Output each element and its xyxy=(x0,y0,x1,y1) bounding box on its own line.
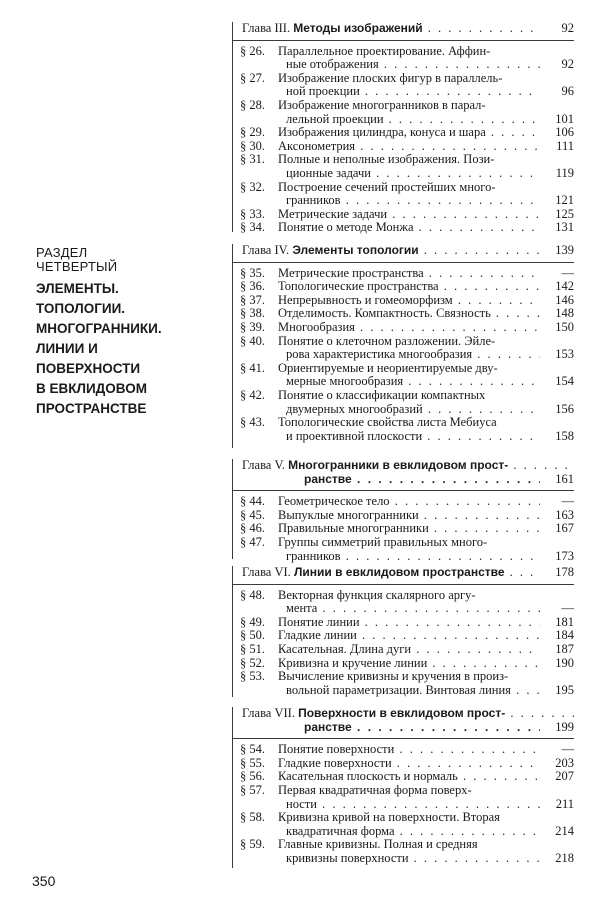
chapter-title: Линии в евклидовом пространстве xyxy=(293,566,505,579)
entry-number: § 42. xyxy=(240,387,265,402)
entry-title: вольной параметризации. Винтовая линия . . . xyxy=(286,684,540,698)
toc-entry-line xyxy=(240,522,574,536)
entry-title: ционные задачи . . . xyxy=(286,167,540,181)
entry-number: § 53. xyxy=(240,669,265,684)
toc-entry xyxy=(232,335,574,362)
toc-entry-line xyxy=(240,536,574,550)
entry-number: § 46. xyxy=(240,521,265,536)
toc-entry-line xyxy=(240,375,574,389)
entry-number: § 56. xyxy=(240,769,265,784)
toc-entry-line xyxy=(240,589,574,603)
entry-number: § 41. xyxy=(240,360,265,375)
entry-title: Изображение плоских фигур в параллель- xyxy=(278,70,503,85)
entry-title: мента . . . xyxy=(286,602,540,616)
entry-page: 101 xyxy=(540,113,574,127)
toc-entry xyxy=(232,72,574,99)
toc-entry-line xyxy=(240,550,574,564)
toc-entry-line xyxy=(240,280,574,294)
toc-entry-line xyxy=(240,113,574,127)
entry-page: 111 xyxy=(540,140,574,154)
chapter-heading xyxy=(232,566,574,580)
toc-entry-line xyxy=(240,208,574,222)
entry-number: § 27. xyxy=(240,70,265,85)
entry-page: 184 xyxy=(540,629,574,643)
entry-number: § 39. xyxy=(240,319,265,334)
chapter-title-cont: ранстве . . . xyxy=(304,721,540,735)
toc-entry-line xyxy=(240,684,574,698)
toc-entry-line xyxy=(240,403,574,417)
entry-page: 148 xyxy=(540,307,574,321)
entry-title: Понятие поверхности . . . xyxy=(278,743,540,757)
entry-title: Гладкие поверхности . . . xyxy=(278,757,540,771)
toc-entry-line xyxy=(240,509,574,523)
entry-title: Касательная. Длина дуги . . . xyxy=(278,643,540,657)
toc-entry xyxy=(232,629,574,643)
entry-page: 207 xyxy=(540,770,574,784)
toc-entry xyxy=(232,616,574,630)
entry-number: § 45. xyxy=(240,507,265,522)
chapter-page: 199 xyxy=(540,721,574,735)
entry-page: — xyxy=(540,495,574,509)
entry-title: Метрические задачи . . . xyxy=(278,208,540,222)
entry-page: 195 xyxy=(540,684,574,698)
entry-number: § 51. xyxy=(240,641,265,656)
entry-page: 218 xyxy=(540,852,574,866)
chapter-heading-line xyxy=(242,707,574,721)
toc-entry xyxy=(232,536,574,563)
toc-entry-line xyxy=(240,321,574,335)
entry-title: Кривизна кривой на поверхности. Вторая xyxy=(278,810,500,825)
chapter-heading-line xyxy=(242,566,574,580)
chapter-title: Многогранники в евклидовом прост- xyxy=(288,459,509,472)
entry-title: ной проекции . . . xyxy=(286,85,540,99)
entry-page: 153 xyxy=(540,348,574,362)
entry-number: § 38. xyxy=(240,306,265,321)
entry-title: Непрерывность и гомеоморфизм . . . xyxy=(278,294,540,308)
entry-page: 125 xyxy=(540,208,574,222)
toc-entry-line xyxy=(240,643,574,657)
entry-page: 131 xyxy=(540,221,574,235)
entry-title: рова характеристика многообразия . . . xyxy=(286,348,540,362)
chapter-prefix: Глава VII. xyxy=(242,707,295,720)
column-rule xyxy=(232,244,233,448)
toc-entry xyxy=(232,657,574,671)
toc-entry xyxy=(232,307,574,321)
toc-entry xyxy=(232,509,574,523)
entry-number: § 48. xyxy=(240,587,265,602)
entry-title: кривизны поверхности . . . xyxy=(286,852,540,866)
toc-entry-line xyxy=(240,85,574,99)
entry-title: Отделимость. Компактность. Связность . . . xyxy=(278,307,540,321)
chapter-title-wrap xyxy=(242,22,540,36)
chapter-heading xyxy=(232,459,574,486)
entry-title: квадратичная форма . . . xyxy=(286,825,540,839)
toc-entry-line xyxy=(240,852,574,866)
chapter-title: Элементы топологии xyxy=(292,244,419,257)
entry-title: Гладкие линии . . . xyxy=(278,629,540,643)
entry-page: 173 xyxy=(540,550,574,564)
column-rule xyxy=(232,22,233,232)
chapter-prefix: Глава IV. xyxy=(242,244,290,257)
toc-entry-line xyxy=(240,267,574,281)
chapter-heading xyxy=(232,707,574,734)
section-title-line: ПРОСТРАНСТВЕ xyxy=(36,401,147,416)
entry-number: § 30. xyxy=(240,138,265,153)
section-title-line: ЭЛЕМЕНТЫ. xyxy=(36,281,119,296)
entry-number: § 26. xyxy=(240,43,265,58)
entry-page: 190 xyxy=(540,657,574,671)
toc-entry-line xyxy=(240,495,574,509)
toc-entry xyxy=(232,362,574,389)
chapter-heading-line xyxy=(242,721,574,735)
toc-chapter xyxy=(232,707,574,866)
entry-number: § 43. xyxy=(240,415,265,430)
section-title-line: ЛИНИИ И xyxy=(36,341,98,356)
section-kicker-line: РАЗДЕЛ xyxy=(36,245,88,260)
entry-page: 158 xyxy=(540,430,574,444)
toc-entry-line xyxy=(240,825,574,839)
section-title xyxy=(36,279,226,419)
toc-entry xyxy=(232,321,574,335)
section-kicker xyxy=(36,246,226,274)
toc-entry xyxy=(232,389,574,416)
entry-number: § 40. xyxy=(240,333,265,348)
toc-entry xyxy=(232,267,574,281)
toc-entry xyxy=(232,294,574,308)
entry-number: § 31. xyxy=(240,152,265,167)
chapter-divider xyxy=(232,490,574,491)
entry-page: 154 xyxy=(540,375,574,389)
toc-entry-line xyxy=(240,221,574,235)
chapter-title-wrap xyxy=(242,707,574,721)
toc-entry xyxy=(232,221,574,235)
entry-title: двумерных многообразий . . . xyxy=(286,403,540,417)
chapter-divider xyxy=(232,738,574,739)
entry-title: лельной проекции . . . xyxy=(286,113,540,127)
toc-entry-line xyxy=(240,430,574,444)
section-title-line: В ЕВКЛИДОВОМ xyxy=(36,381,147,396)
toc-chapter xyxy=(232,459,574,563)
entry-title: Изображения цилиндра, конуса и шара . . . xyxy=(278,126,540,140)
toc-entry xyxy=(232,670,574,697)
entry-title: гранников . . . xyxy=(286,550,540,564)
entry-page: 146 xyxy=(540,294,574,308)
toc-entry xyxy=(232,757,574,771)
section-title-line: ТОПОЛОГИИ. xyxy=(36,301,126,316)
entry-number: § 44. xyxy=(240,494,265,509)
entry-page: 119 xyxy=(540,167,574,181)
entry-number: § 28. xyxy=(240,97,265,112)
entry-title: Группы симметрий правильных много- xyxy=(278,534,488,549)
toc-entry-line xyxy=(240,307,574,321)
toc-entry-line xyxy=(240,784,574,798)
toc-entry-line xyxy=(240,194,574,208)
chapter-title-wrap xyxy=(242,566,540,580)
toc-entry-line xyxy=(240,72,574,86)
toc-entry-line xyxy=(240,616,574,630)
entry-number: § 37. xyxy=(240,292,265,307)
entry-title: Понятие линии . . . xyxy=(278,616,540,630)
entry-title: Ориентируемые и неориентируемые дву- xyxy=(278,360,498,375)
entry-number: § 59. xyxy=(240,837,265,852)
entry-number: § 57. xyxy=(240,782,265,797)
chapter-title-wrap xyxy=(242,244,540,258)
toc-chapter xyxy=(232,22,574,235)
section-kicker-line: ЧЕТВЕРТЫЙ xyxy=(36,259,118,274)
chapter-divider xyxy=(232,584,574,585)
entry-number: § 35. xyxy=(240,265,265,280)
entry-title: Вычисление кривизны и кручения в произ- xyxy=(278,669,509,684)
chapter-heading-line xyxy=(242,459,574,473)
toc-entry xyxy=(232,838,574,865)
toc-entry xyxy=(232,522,574,536)
entry-page: 150 xyxy=(540,321,574,335)
toc-entry-line xyxy=(240,348,574,362)
entry-title: Многообразия . . . xyxy=(278,321,540,335)
toc-entry-line xyxy=(240,99,574,113)
entry-title: гранников . . . xyxy=(286,194,540,208)
entry-page: 156 xyxy=(540,403,574,417)
toc-entry xyxy=(232,416,574,443)
entry-title: Главные кривизны. Полная и средняя xyxy=(278,837,478,852)
entry-title: Построение сечений простейших много- xyxy=(278,179,496,194)
chapter-title: Методы изображений xyxy=(293,22,423,35)
toc-entry xyxy=(232,153,574,180)
entry-title: Первая квадратичная форма поверх- xyxy=(278,782,472,797)
toc-entry xyxy=(232,743,574,757)
toc-entry-line xyxy=(240,757,574,771)
section-title-line: МНОГОГРАННИКИ. xyxy=(36,321,162,336)
entry-title: Топологические свойства листа Мебиуса xyxy=(278,415,497,430)
entry-title: ные отображения . . . xyxy=(286,58,540,72)
entry-number: § 33. xyxy=(240,206,265,221)
chapter-heading xyxy=(232,244,574,258)
toc-entry-line xyxy=(240,45,574,59)
entry-title: ности . . . xyxy=(286,798,540,812)
chapter-heading-line xyxy=(242,244,574,258)
toc-entry-line xyxy=(240,657,574,671)
toc-entry-line xyxy=(240,838,574,852)
toc-entry xyxy=(232,126,574,140)
chapter-heading-line xyxy=(242,473,574,487)
chapter-title: Поверхности в евклидовом прост- xyxy=(298,707,506,720)
section-title-line: ПОВЕРХНОСТИ xyxy=(36,361,141,376)
entry-page: 92 xyxy=(540,58,574,72)
entry-page: 211 xyxy=(540,798,574,812)
chapter-page: 139 xyxy=(540,244,574,258)
entry-page: — xyxy=(540,267,574,281)
entry-title: и проективной плоскости . . . xyxy=(286,430,540,444)
toc-chapter xyxy=(232,566,574,697)
toc-entry-line xyxy=(240,294,574,308)
entry-title: Понятие о классификации компактных xyxy=(278,387,486,402)
entry-page: 106 xyxy=(540,126,574,140)
chapter-prefix: Глава III. xyxy=(242,22,291,35)
toc-entry-line xyxy=(240,811,574,825)
entry-page: 214 xyxy=(540,825,574,839)
toc-entry-line xyxy=(240,126,574,140)
toc-entry-line xyxy=(240,416,574,430)
entry-title: Кривизна и кручение линии . . . xyxy=(278,657,540,671)
toc-entry xyxy=(232,140,574,154)
chapter-title-cont: ранстве . . . xyxy=(304,473,540,487)
toc-entry-line xyxy=(240,670,574,684)
entry-number: § 32. xyxy=(240,179,265,194)
entry-page: 142 xyxy=(540,280,574,294)
toc-entry xyxy=(232,45,574,72)
entry-page: — xyxy=(540,743,574,757)
chapter-title-wrap xyxy=(242,459,574,473)
chapter-page: 178 xyxy=(540,566,574,580)
entry-title: Выпуклые многогранники . . . xyxy=(278,509,540,523)
entry-number: § 55. xyxy=(240,755,265,770)
toc-entry-line xyxy=(240,153,574,167)
chapter-divider xyxy=(232,262,574,263)
toc-entry-line xyxy=(240,140,574,154)
entry-title: Понятие о клеточном разложении. Эйле- xyxy=(278,333,496,348)
chapter-prefix: Глава V. xyxy=(242,459,286,472)
toc-entry xyxy=(232,280,574,294)
toc-entry xyxy=(232,181,574,208)
entry-number: § 54. xyxy=(240,742,265,757)
toc-entry-line xyxy=(240,743,574,757)
entry-number: § 52. xyxy=(240,655,265,670)
entry-number: § 47. xyxy=(240,534,265,549)
toc-chapter xyxy=(232,244,574,443)
entry-title: Векторная функция скалярного аргу- xyxy=(278,587,476,602)
chapter-page: 92 xyxy=(540,22,574,36)
entry-number: § 29. xyxy=(240,125,265,140)
entry-page: 96 xyxy=(540,85,574,99)
entry-number: § 49. xyxy=(240,614,265,629)
entry-page: 163 xyxy=(540,509,574,523)
toc-entry xyxy=(232,770,574,784)
entry-number: § 34. xyxy=(240,220,265,235)
toc-entry-line xyxy=(240,770,574,784)
entry-page: 167 xyxy=(540,522,574,536)
chapter-prefix: Глава VI. xyxy=(242,566,291,579)
toc-entry xyxy=(232,811,574,838)
toc-entry-line xyxy=(240,389,574,403)
entry-page: 187 xyxy=(540,643,574,657)
section-block xyxy=(36,246,226,419)
entry-title: Метрические пространства . . . xyxy=(278,267,540,281)
chapter-heading xyxy=(232,22,574,36)
column-rule xyxy=(232,566,233,697)
entry-title: Топологические пространства . . . xyxy=(278,280,540,294)
toc-entry xyxy=(232,495,574,509)
toc-entry-line xyxy=(240,798,574,812)
entry-title: Понятие о методе Монжа . . . xyxy=(278,221,540,235)
column-rule xyxy=(232,707,233,868)
entry-number: § 50. xyxy=(240,628,265,643)
toc-entry-line xyxy=(240,362,574,376)
toc-entry xyxy=(232,784,574,811)
toc-entry xyxy=(232,589,574,616)
chapter-heading-line xyxy=(242,22,574,36)
entry-title: Изображение многогранников в парал- xyxy=(278,97,486,112)
toc-entry-line xyxy=(240,335,574,349)
page-number: 350 xyxy=(32,873,56,889)
toc-entry-line xyxy=(240,58,574,72)
toc-entry-line xyxy=(240,167,574,181)
entry-title: Полные и неполные изображения. Пози- xyxy=(278,152,495,167)
chapter-divider xyxy=(232,40,574,41)
toc-entry xyxy=(232,643,574,657)
entry-title: мерные многообразия . . . xyxy=(286,375,540,389)
entry-title: Геометрическое тело . . . xyxy=(278,495,540,509)
toc-entry-line xyxy=(240,181,574,195)
chapter-page: 161 xyxy=(540,473,574,487)
toc-entry xyxy=(232,208,574,222)
entry-title: Аксонометрия . . . xyxy=(278,140,540,154)
entry-page: 181 xyxy=(540,616,574,630)
entry-page: 203 xyxy=(540,757,574,771)
entry-number: § 36. xyxy=(240,279,265,294)
entry-page: — xyxy=(540,602,574,616)
entry-title: Параллельное проектирование. Аффин- xyxy=(278,43,491,58)
toc-entry-line xyxy=(240,629,574,643)
entry-title: Касательная плоскость и нормаль . . . xyxy=(278,770,540,784)
column-rule xyxy=(232,459,233,559)
entry-number: § 58. xyxy=(240,810,265,825)
entry-title: Правильные многогранники . . . xyxy=(278,522,540,536)
toc-entry-line xyxy=(240,602,574,616)
entry-page: 121 xyxy=(540,194,574,208)
toc-entry xyxy=(232,99,574,126)
